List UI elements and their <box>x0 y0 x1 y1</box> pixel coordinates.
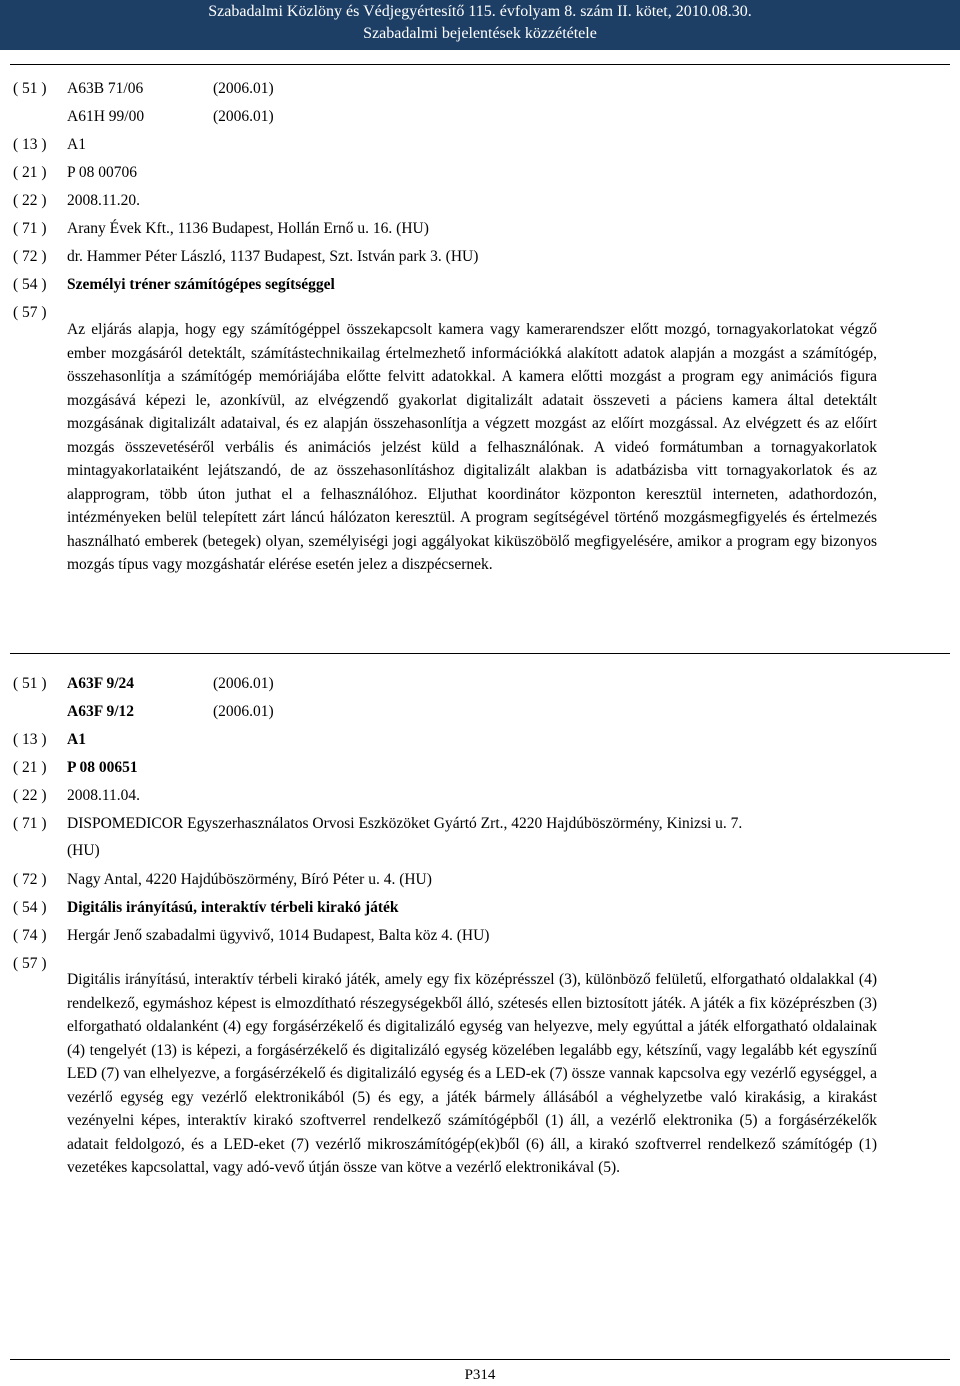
field-code-51: ( 51 ) <box>13 80 47 97</box>
field-code-51: ( 51 ) <box>13 675 47 692</box>
ipc-date: (2006.01) <box>213 675 274 692</box>
kind-code: A1 <box>67 136 86 153</box>
field-code-71: ( 71 ) <box>13 815 47 832</box>
field-code-13: ( 13 ) <box>13 136 47 153</box>
filing-date: 2008.11.20. <box>67 192 141 209</box>
journal-title: Szabadalmi Közlöny és Védjegyértesítő 115. évfolyam 8. szám II. kötet, 2010.08.30. <box>208 3 752 20</box>
page-number: P314 <box>464 1367 496 1383</box>
field-code-71: ( 71 ) <box>13 220 47 237</box>
patent-title: Személyi tréner számítógépes segítséggel <box>67 276 335 293</box>
footer-divider <box>10 1359 950 1360</box>
applicant-country: (HU) <box>67 842 100 859</box>
kind-code: A1 <box>67 731 86 748</box>
inventor: Nagy Antal, 4220 Hajdúböszörmény, Bíró Péter u. 4. (HU) <box>67 871 432 888</box>
field-code-57: ( 57 ) <box>13 304 47 321</box>
field-code-22: ( 22 ) <box>13 787 47 804</box>
field-code-72: ( 72 ) <box>13 871 47 888</box>
abstract-text: Az eljárás alapja, hogy egy számítógéppel összekapcsolt kamera vagy kamerarendszer előtt mozgó, tornagyakorlatokat végző ember mozgásáról detektált, számítástechnikailag értelmezhető információkká alakított adatok alapján a mozgást a számítógép, összehasonlítja a számítógép memóriájába előtte felvitt adatokkal. A kamera előtti mozgást a program egy animációs figura mozgásává képezi le, azonkívül, az elvégzendő gyakorlat digitalizált adatait összeveti a páciens kamera által detektált mozgásának digitalizált adataival, és ez alapján összehasonlítja a végzett mozgást az előírt mozgással. Az elvégzett és az előírt mozgás összevetéséről verbális és animációs jelzést küld a felhasználónak. A videó formátumban a tornagyakorlatok mintagyakorlataiként lejátszandó, de az összehasonlításhoz digitalizált alakban is adatbázisba vitt tornagyakorlatok és az alapprogram, több úton juthat el a felhasználóhoz. Eljuthat koordinátor központon keresztül interneten, adathordozón, intézményeken belül telepített zárt láncú hálózaton keresztül. A program segítségével történő mozgásmegfigyelés és értelmezés használható emberek (betegek) olyan, személyiségi jogi aggályokat kiküszöbölő megfigyelésére, amikor a program egy bizonyos mozgás típus vagy mozgáshatár elérése esetén jelez a diszpécsernek. <box>67 321 877 573</box>
ipc-date: (2006.01) <box>213 703 274 720</box>
top-divider <box>10 64 950 65</box>
field-code-57: ( 57 ) <box>13 955 47 972</box>
application-number: P 08 00651 <box>67 759 138 776</box>
field-code-54: ( 54 ) <box>13 276 47 293</box>
section-title: Szabadalmi bejelentések közzététele <box>363 25 597 42</box>
field-code-54: ( 54 ) <box>13 899 47 916</box>
applicant: Arany Évek Kft., 1136 Budapest, Hollán Ernő u. 16. (HU) <box>67 220 429 237</box>
ipc-date: (2006.01) <box>213 80 274 97</box>
ipc-class: A63B 71/06 <box>67 80 144 97</box>
ipc-date: (2006.01) <box>213 108 274 125</box>
filing-date: 2008.11.04. <box>67 787 141 804</box>
applicant: DISPOMEDICOR Egyszerhasználatos Orvosi Eszközöket Gyártó Zrt., 4220 Hajdúböszörmény, Kinizsi u. 7. <box>67 815 743 832</box>
field-code-74: ( 74 ) <box>13 927 47 944</box>
field-code-22: ( 22 ) <box>13 192 47 209</box>
ipc-class: A61H 99/00 <box>67 108 145 125</box>
abstract-text: Digitális irányítású, interaktív térbeli kirakó játék, amely egy fix középrésszel (3), különböző felületű, elforgatható oldalakkal (4) rendelkező, egymáshoz képest is elmozdítható részegységekből álló, szétesés ellen biztosított játék. A játék a fix középrészben (3) elforgatható oldalanként (4) egy forgásérzékelő és digitalizáló egység van helyezve, mely egyúttal a játék elforgatható oldalainak (4) tengelyét (13) is képezi, a forgásérzékelő és digitalizáló egység közelében legalább egy, kétszínű, vagy legalább két egyszínű LED (7) van elhelyezve, a forgásérzékelő és digitalizáló egység és a LED-ek (7) össze vannak kapcsolva egy vezérlő egységgel, a vezérlő egység egy vezérlő elektronikából (5) és egy, a játék bármely állásából a véghelyzetbe való kirakásig, a kirakást vezényelni képes, interaktív kirakó szoftverrel rendelkező számítógépből (1) áll, a vezérlő elektronika (5) a forgásérzékelők adatait feldolgozó, és a LED-eket (7) vezérlő mikroszámítógép(ek)ből (6) áll, a kirakó szoftverrel rendelkező számítógép (1) vezetékes kapcsolattal, vagy adó-vevő útján össze van kötve a vezérlő elektronikával (5). <box>67 971 877 1176</box>
field-code-72: ( 72 ) <box>13 248 47 265</box>
inventor: dr. Hammer Péter László, 1137 Budapest, Szt. István park 3. (HU) <box>67 248 479 265</box>
ipc-class: A63F 9/24 <box>67 675 135 692</box>
attorney: Hergár Jenő szabadalmi ügyvivő, 1014 Budapest, Balta köz 4. (HU) <box>67 927 490 944</box>
ipc-class: A63F 9/12 <box>67 703 135 720</box>
field-code-13: ( 13 ) <box>13 731 47 748</box>
entry-divider <box>10 653 950 654</box>
application-number: P 08 00706 <box>67 164 138 181</box>
patent-title: Digitális irányítású, interaktív térbeli kirakó játék <box>67 899 399 916</box>
field-code-21: ( 21 ) <box>13 164 47 181</box>
journal-header <box>0 0 960 50</box>
field-code-21: ( 21 ) <box>13 759 47 776</box>
